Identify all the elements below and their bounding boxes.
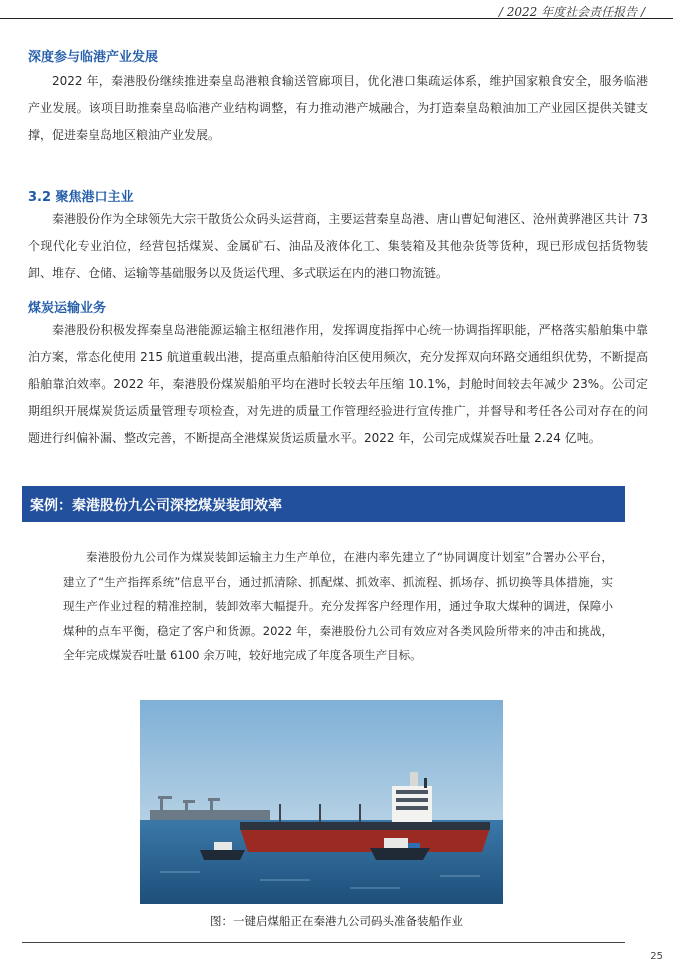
section-heading-coal-business: 煤炭运输业务: [28, 301, 107, 316]
ship-photo: [140, 700, 503, 904]
page-number: 25: [650, 951, 663, 962]
case-study-banner: [22, 486, 625, 522]
section-heading-port-business: 3.2 聚焦港口主业: [28, 190, 134, 205]
ship-photo-illustration: [140, 700, 503, 904]
paragraph-port-industry: 2022 年，秦港股份继续推进秦皇岛港粮食输送管廊项目，优化港口集疏运体系，维护国家粮食安全，服务临港产业发展。该项目助推秦皇岛临港产业结构调整，有力推动港产城融合，为打造秦皇岛粮油加工产业园区提供关键支撑，促进秦皇岛地区粮油产业发展。: [28, 74, 648, 142]
report-header-title: / 2022 年度社会责任报告 /: [498, 5, 645, 19]
paragraph-coal-business: 秦港股份积极发挥秦皇岛港能源运输主枢纽港作用，发挥调度指挥中心统一协调指挥职能，严格落实船舶集中靠泊方案，常态化使用 215 航道重载出港，提高重点船舶待泊区使用频次，充分发挥双向环路交通组织优势，不断提高船舶靠泊效率。2022 年，秦港股份煤炭船舶平均在港时长较去年压缩 10.1%，封舱时间较去年减少 23%。公司定期组织开展煤炭货运质量管理专项检查，对先进的质量工作管理经验进行宣传推广，并督导和考任各公司对存在的问题进行纠偏补漏、整改完善，不断提高全港煤炭货运质量水平。2022 年，公司完成煤炭吞吐量 2.24 亿吨。: [28, 323, 648, 445]
photo-caption: 图：一键启煤船正在秦港九公司码头准备装船作业: [210, 914, 463, 928]
case-study-title: 案例：秦港股份九公司深挖煤炭装卸效率: [30, 498, 282, 514]
paragraph-port-business: 秦港股份作为全球领先大宗干散货公众码头运营商，主要运营秦皇岛港、唐山曹妃甸港区、沧州黄骅港区共计 73 个现代化专业泊位，经营包括煤炭、金属矿石、油品及液体化工、集装箱及其他杂货等货种，现已形成包括货物装卸、堆存、仓储、运输等基础服务以及货运代理、多式联运在内的港口物流链。: [28, 212, 648, 280]
case-study-paragraph: 秦港股份九公司作为煤炭装卸运输主力生产单位，在港内率先建立了“协同调度计划室”合署办公平台，建立了“生产指挥系统”信息平台，通过抓清除、抓配煤、抓效率、抓流程、抓场存、抓切换等具体措施，实现生产作业过程的精准控制，装卸效率大幅提升。充分发挥客户经理作用，通过争取大煤种的调进，保障小煤种的点车平衡，稳定了客户和货源。2022 年，秦港股份九公司有效应对各类风险所带来的冲击和挑战，全年完成煤炭吞吐量 6100 余万吨，较好地完成了年度各项生产目标。: [63, 550, 613, 662]
header-divider: [0, 18, 673, 19]
section-heading-port-industry: 深度参与临港产业发展: [28, 50, 159, 65]
footer-divider: [22, 942, 625, 943]
